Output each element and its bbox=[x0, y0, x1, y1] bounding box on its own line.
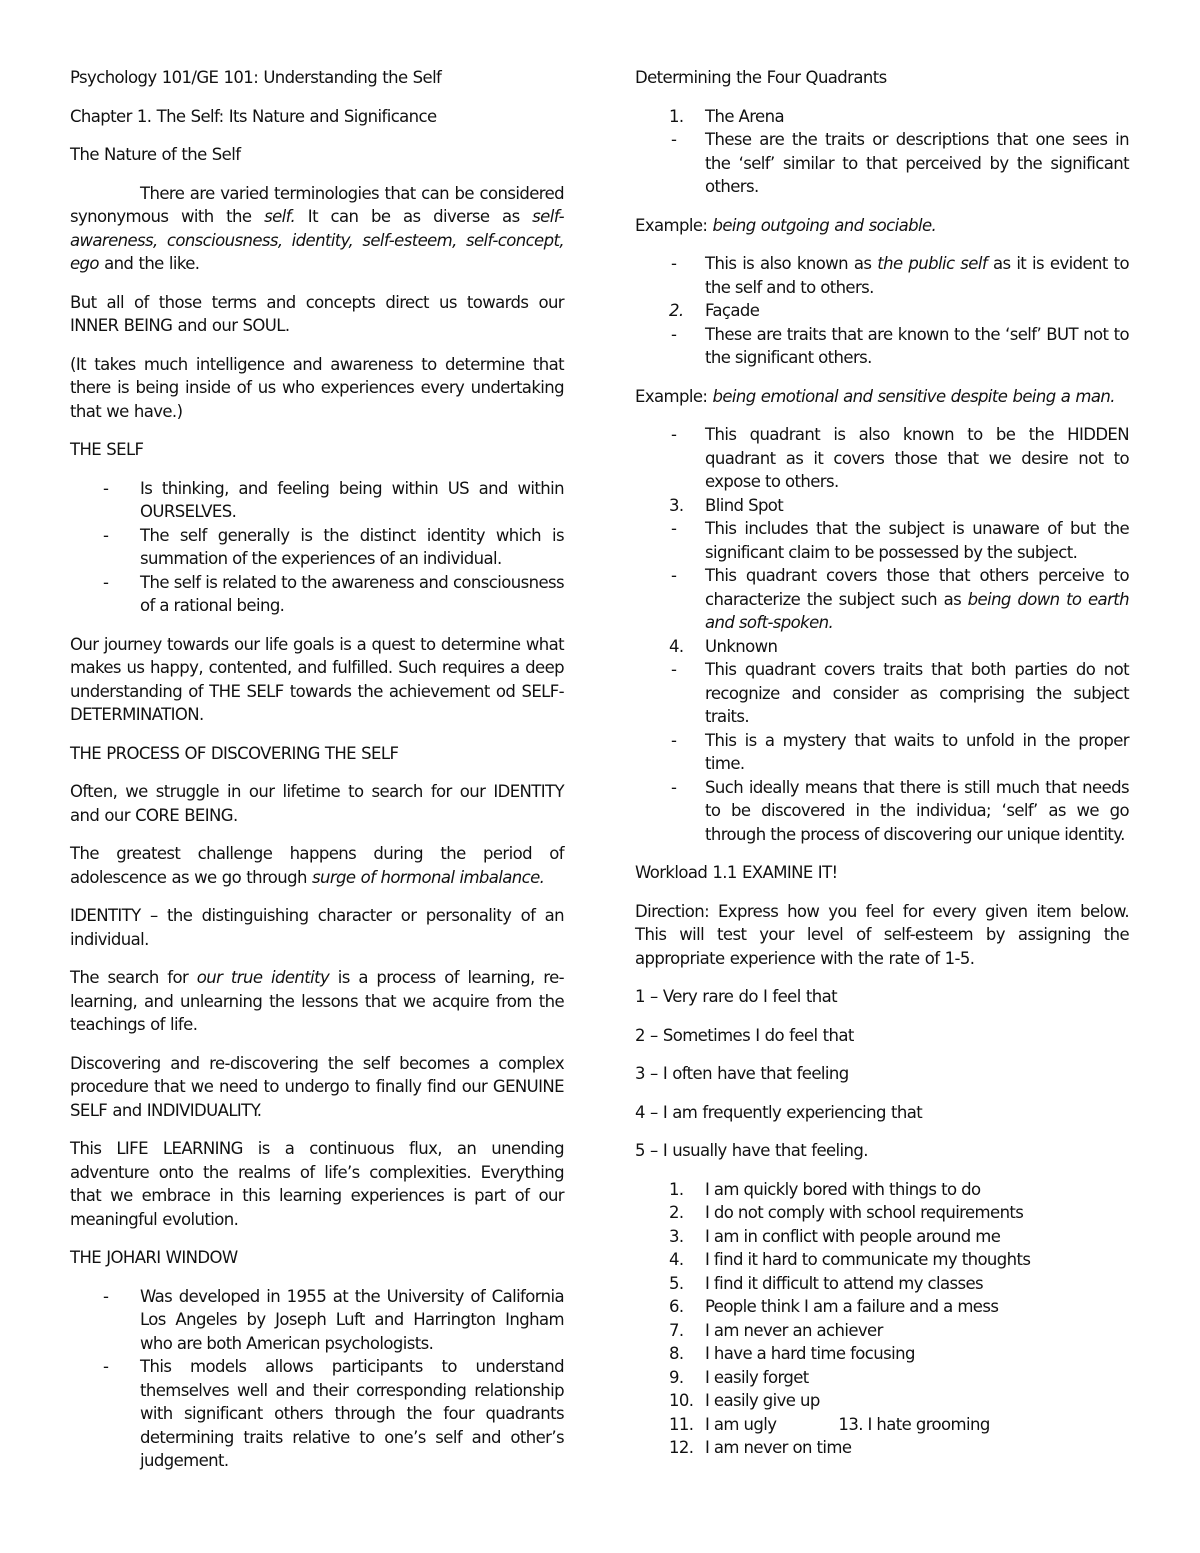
statement-item: 6. People think I am a failure and a mess bbox=[669, 1297, 999, 1316]
list-item: - Was developed in 1955 at the University of California Los Angeles by Joseph Luft and Harrington Ingham who are both American psychologists. bbox=[103, 1286, 564, 1353]
scale-item: 1 – Very rare do I feel that bbox=[635, 987, 837, 1006]
scale-item: 2 – Sometimes I do feel that bbox=[635, 1025, 854, 1045]
scale-item: 3 – I often have that feeling bbox=[635, 1064, 849, 1083]
list-item: - This models allows participants to understand themselves well and their corresponding relationship with significant others through the four quadrants determining traits relative to one’s self and other’s judgement. bbox=[103, 1357, 564, 1470]
statement-item: 8. I have a hard time focusing bbox=[669, 1344, 915, 1363]
example-arena: Example: being outgoing and sociable. bbox=[635, 215, 937, 235]
direction-paragraph: Direction: Express how you feel for every given item below. This will test your level of self-esteem by assigning the appropriate experience with the rate of 1-5. bbox=[635, 901, 1129, 968]
paragraph-true-identity: The search for our true identity is a process of learning, re-learning, and unlearning the lessons that we acquire from the teachings of life. bbox=[70, 968, 565, 1034]
paragraph-terminologies: There are varied terminologies that can be considered synonymous with the self. It can be as diverse as self-awareness, consciousness, identity, self-esteem, self-concept, ego and the like. bbox=[70, 183, 564, 273]
statement-item: 5. I find it difficult to attend my classes bbox=[669, 1273, 984, 1293]
scale-item: 4 – I am frequently experiencing that bbox=[635, 1102, 923, 1122]
statement-item: 3. I am in conflict with people around me bbox=[669, 1226, 1001, 1246]
quadrant-title: 2. Façade bbox=[669, 301, 760, 320]
self-list bbox=[70, 477, 564, 618]
quadrant-facade bbox=[635, 252, 1129, 370]
quadrants-heading: Determining the Four Quadrants bbox=[635, 68, 887, 87]
list-item: - Such ideally means that there is still much that needs to be discovered in the individua; ‘self’ as we go through the process of discovering our unique identity. bbox=[671, 777, 1129, 844]
list-item: - Is thinking, and feeling being within US and within OURSELVES. bbox=[103, 478, 564, 521]
nature-heading: The Nature of the Self bbox=[70, 145, 241, 164]
statement-item: 10. I easily give up bbox=[669, 1391, 820, 1410]
list-item: - This quadrant is also known to be the HIDDEN quadrant as it covers those that we desire not to expose to others. bbox=[671, 425, 1129, 491]
list-item: - These are the traits or descriptions that one sees in the ‘self’ similar to that perceived by the significant others. bbox=[671, 130, 1129, 196]
right-column bbox=[635, 66, 1129, 1475]
quadrant-title: 3. Blind Spot bbox=[669, 495, 784, 515]
statement-item: 9. I easily forget bbox=[669, 1367, 809, 1387]
course-header: Psychology 101/GE 101: Understanding the Self bbox=[70, 68, 442, 87]
quadrant-arena bbox=[635, 105, 1129, 199]
list-item: - This quadrant covers traits that both parties do not recognize and consider as comprising the subject traits. bbox=[671, 660, 1129, 726]
paragraph-rediscovering: Discovering and re-discovering the self becomes a complex procedure that we need to undergo to finally find our GENUINE SELF and INDIVIDUALITY. bbox=[70, 1053, 564, 1120]
list-item: - This is also known as the public self as it is evident to the self and to others. bbox=[671, 254, 1129, 297]
list-item: - These are traits that are known to the ‘self’ BUT not to the significant others. bbox=[671, 324, 1129, 367]
statement-item: 12. I am never on time bbox=[669, 1438, 852, 1457]
list-item: - The self generally is the distinct identity which is summation of the experiences of an individual. bbox=[103, 525, 564, 568]
statement-item: 7. I am never an achiever bbox=[669, 1320, 883, 1340]
list-item: - This is a mystery that waits to unfold in the proper time. bbox=[671, 730, 1129, 773]
paragraph-life-learning: This LIFE LEARNING is a continuous flux, an unending adventure onto the realms of life’s complexities. Everything that we embrace in this learning experiences is part of our meaningful evolution. bbox=[70, 1139, 564, 1229]
quadrant-title: 1. The Arena bbox=[669, 106, 784, 126]
quadrant-blind-unknown bbox=[635, 423, 1129, 846]
list-item: - The self is related to the awareness and consciousness of a rational being. bbox=[103, 572, 564, 615]
paragraph-identity-definition: IDENTITY – the distinguishing character or personality of an individual. bbox=[70, 906, 564, 949]
statement-list bbox=[635, 1178, 1129, 1460]
workload-heading: Workload 1.1 EXAMINE IT! bbox=[635, 863, 838, 882]
chapter-title: Chapter 1. The Self: Its Nature and Significance bbox=[70, 106, 437, 126]
self-heading: THE SELF bbox=[70, 440, 144, 459]
example-facade: Example: being emotional and sensitive despite being a man. bbox=[635, 386, 1115, 406]
paragraph-identity-search: Often, we struggle in our lifetime to search for our IDENTITY and our CORE BEING. bbox=[70, 782, 564, 825]
scale-item: 5 – I usually have that feeling. bbox=[635, 1141, 868, 1160]
process-heading: THE PROCESS OF DISCOVERING THE SELF bbox=[70, 743, 399, 763]
johari-heading: THE JOHARI WINDOW bbox=[70, 1248, 238, 1267]
list-item: - This includes that the subject is unaware of but the significant claim to be possessed by the subject. bbox=[671, 519, 1129, 562]
paragraph-life-goals: Our journey towards our life goals is a quest to determine what makes us happy, contented, and fulfilled. Such requires a deep understanding of THE SELF towards the achievement od SELF-DETERMINATION. bbox=[70, 634, 564, 724]
statement-item: 4. I find it hard to communicate my thoughts bbox=[669, 1250, 1031, 1269]
statement-item: 2. I do not comply with school requirements bbox=[669, 1203, 1024, 1222]
statement-item: 1. I am quickly bored with things to do bbox=[669, 1179, 981, 1199]
statement-item: 11. I am ugly 13. I hate grooming bbox=[669, 1414, 990, 1434]
johari-list bbox=[70, 1285, 564, 1473]
quadrant-title: 4. Unknown bbox=[669, 636, 778, 656]
list-item: - This quadrant covers those that others perceive to characterize the subject such as being down to earth and soft-spoken. bbox=[671, 566, 1129, 632]
paragraph-inner-being: But all of those terms and concepts direct us towards our INNER BEING and our SOUL. bbox=[70, 292, 564, 335]
paragraph-awareness: (It takes much intelligence and awareness to determine that there is being inside of us who experiences every undertaking that we have.) bbox=[70, 354, 564, 421]
statement-item-13: 13. I hate grooming bbox=[838, 1414, 990, 1434]
paragraph-adolescence: The greatest challenge happens during the period of adolescence as we go through surge of hormonal imbalance. bbox=[70, 844, 564, 887]
left-column bbox=[70, 66, 564, 1488]
